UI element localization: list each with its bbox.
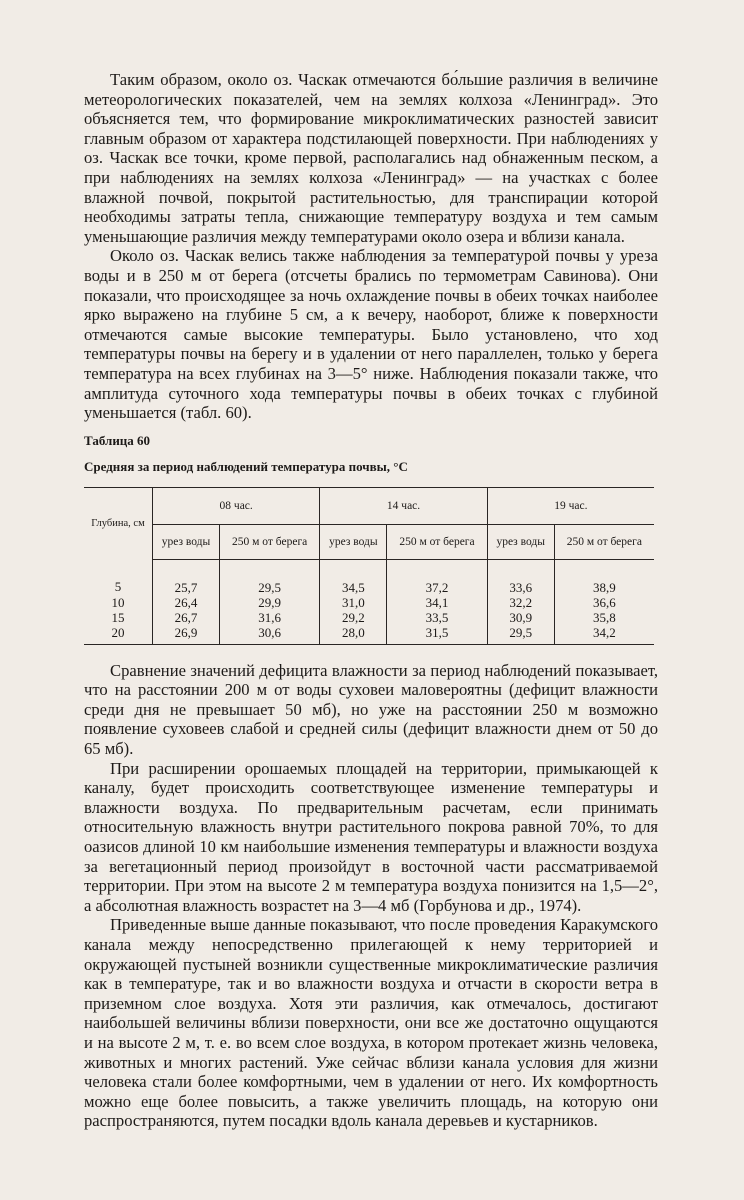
value-cell: 29,9: [219, 595, 319, 610]
value-cell: 31,0: [320, 595, 387, 610]
paragraph-3: Сравнение значений дефицита влажности за период наблюдений показывает, что на расстоянии 200 м от воды суховеи маловероятны (дефицит влажности среди дня не превышает 50 мб), но уже на расстоянии 250 м возможно появление суховеев слабой и средней силы (дефицит влажности днем от 50 до 65 мб).: [84, 660, 658, 759]
value-cell: 34,2: [554, 625, 654, 645]
value-cell: 26,9: [153, 625, 220, 645]
paragraph-1: Таким образом, около оз. Часкак отмечаются бо́льшие различия в величине метеорологических показателей, чем на землях колхоза «Ленинград». Это объясняется тем, что формирование микроклиматических разностей зависит главным образом от характера подстилающей поверхности. При наблюдениях у оз. Часкак все точки, кроме первой, располагались над обнаженным песком, а при наблюдениях на землях колхоза «Ленинград» — на участках с более влажной почвой, покрытой растительностью, для транспирации которой необходимы затраты тепла, снижающие температуру воздуха и тем самым уменьшающие различия между температурами около озера и вблизи канала.: [84, 70, 658, 246]
table-row: [84, 595, 654, 610]
time-header-19: 19 час.: [487, 487, 654, 524]
table-row: [84, 559, 654, 595]
value-cell: 26,4: [153, 595, 220, 610]
depth-cell: 10: [84, 595, 153, 610]
depth-header: Глубина, см: [84, 487, 153, 559]
value-cell: 34,1: [387, 595, 487, 610]
depth-cell: 5: [84, 559, 153, 595]
value-cell: 38,9: [554, 559, 654, 595]
table-row: [84, 610, 654, 625]
soil-temperature-table: [84, 487, 654, 645]
value-cell: 37,2: [387, 559, 487, 595]
value-cell: 30,9: [487, 610, 554, 625]
value-cell: 29,5: [487, 625, 554, 645]
table-row: [84, 625, 654, 645]
value-cell: 29,5: [219, 559, 319, 595]
value-cell: 29,2: [320, 610, 387, 625]
value-cell: 34,5: [320, 559, 387, 595]
value-cell: 32,2: [487, 595, 554, 610]
value-cell: 28,0: [320, 625, 387, 645]
subheader-water-edge: урез воды: [153, 524, 220, 559]
depth-cell: 15: [84, 610, 153, 625]
paragraph-2: Около оз. Часкак велись также наблюдения за температурой почвы у уреза воды и в 250 м от берега (отсчеты брались по термометрам Савинова). Они показали, что происходящее за ночь охлаждение почвы в обеих точках наиболее ярко выражено на глубине 5 см, а к вечеру, наоборот, ближе к поверхности отмечаются самые высокие температуры. Было установлено, что ход температуры почвы на берегу и в удалении от него параллелен, только у берега температура на всех глубинах на 3—5° ниже. Наблюдения показали также, что амплитуда суточного хода температуры почвы в обеих точках с глубиной уменьшается (табл. 60).: [84, 246, 658, 423]
time-header-08: 08 час.: [153, 487, 320, 524]
value-cell: 25,7: [153, 559, 220, 595]
table-label: Таблица 60: [84, 432, 151, 448]
time-header-14: 14 час.: [320, 487, 487, 524]
value-cell: 31,5: [387, 625, 487, 645]
subheader-water-edge: урез воды: [487, 524, 554, 559]
subheader-250m: 250 м от берега: [387, 524, 487, 559]
depth-cell: 20: [84, 625, 153, 645]
paragraph-5: Приведенные выше данные показывают, что после проведения Каракумского канала между непосредственно прилегающей к нему территорией и окружающей пустыней возникли существенные микроклиматические различия как в температуре, так и во влажности воздуха и отчасти в скорости ветра в приземном слое воздуха. Хотя эти различия, как отмечалось, достигают наибольшей величины вблизи поверхности, они все же достаточно ощущаются и на высоте 2 м, т. е. во всем слое воздуха, в котором протекает жизнь человека, животных и многих растений. Уже сейчас вблизи канала условия для жизни человека стали более комфортными, чем в удалении от него. Их комфортность можно еще более повысить, а также увеличить площадь, на которую они распространяются, путем посадки вдоль канала деревьев и кустарников.: [84, 915, 658, 1131]
value-cell: 31,6: [219, 610, 319, 625]
value-cell: 26,7: [153, 610, 220, 625]
subheader-250m: 250 м от берега: [554, 524, 654, 559]
table-caption: Средняя за период наблюдений температура почвы, °С: [84, 458, 408, 474]
value-cell: 33,6: [487, 559, 554, 595]
value-cell: 36,6: [554, 595, 654, 610]
subheader-water-edge: урез воды: [320, 524, 387, 559]
value-cell: 33,5: [387, 610, 487, 625]
value-cell: 30,6: [219, 625, 319, 645]
text-after-table: [84, 661, 658, 1131]
paragraph-4: При расширении орошаемых площадей на территории, примыкающей к каналу, будет происходить соответствующее изменение температуры и влажности воздуха. По предварительным расчетам, если принимать относительную влажность внутри растительного покрова равной 70%, то для оазисов длиной 10 км наибольшие изменения температуры и влажности воздуха за вегетационный период произойдут в восточной части рассматриваемой территории. При этом на высоте 2 м температура воздуха понизится на 1,5—2°, а абсолютная влажность возрастет на 3—4 мб (Горбунова и др., 1974).: [84, 758, 658, 915]
subheader-250m: 250 м от берега: [219, 524, 319, 559]
value-cell: 35,8: [554, 610, 654, 625]
